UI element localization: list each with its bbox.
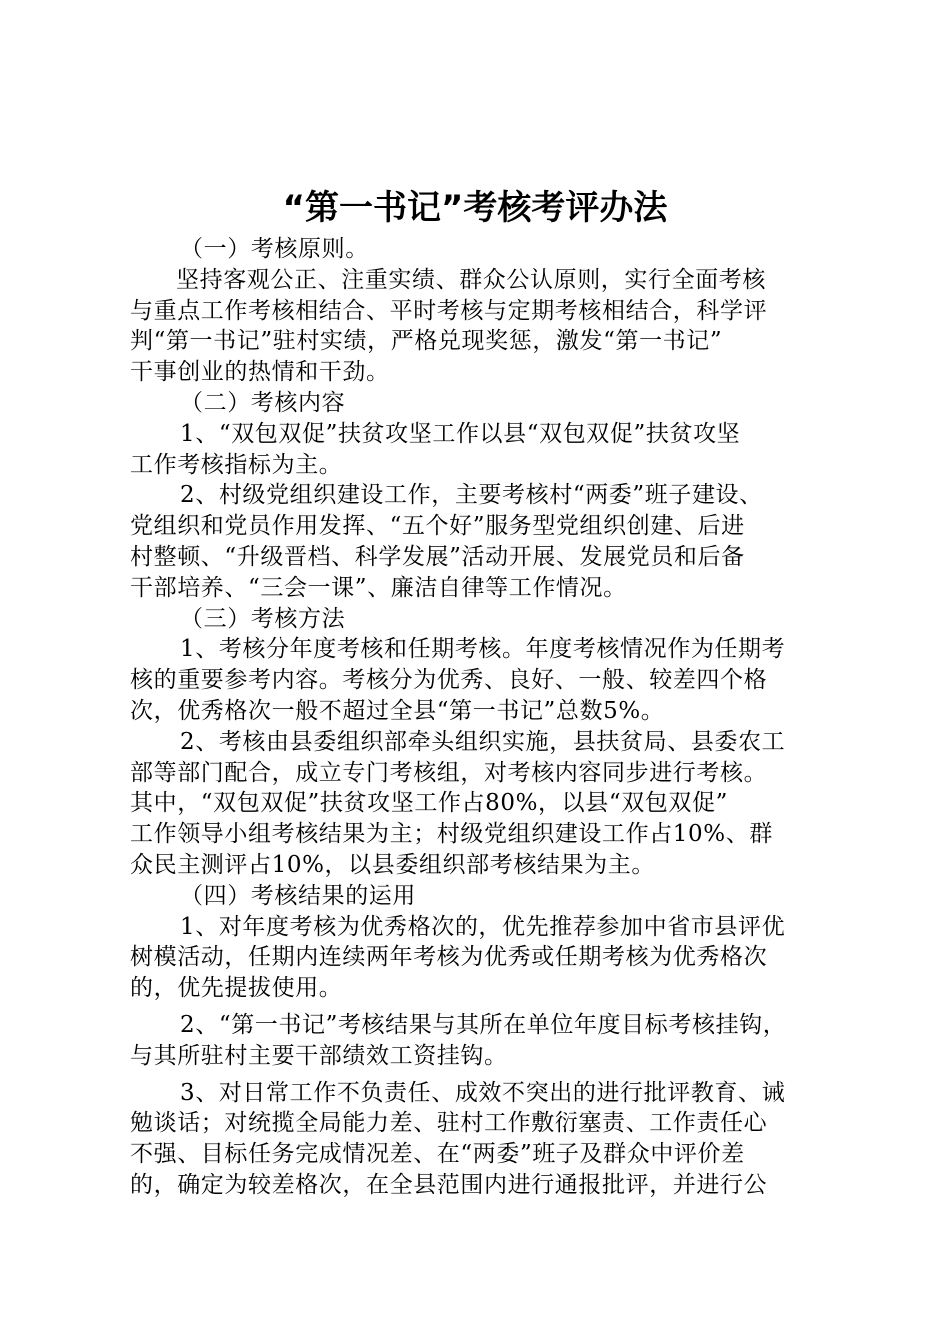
section-heading: （四）考核结果的运用: [180, 882, 416, 909]
paragraph-line: 1、考核分年度考核和任期考核。年度考核情况作为任期考: [180, 636, 786, 663]
paragraph-line: 其中，“双包双促”扶贫攻坚工作占80%，以县“双包双促”: [130, 790, 728, 817]
paragraph-line: 次，优秀格次一般不超过全县“第一书记”总数5%。: [130, 697, 665, 724]
section-heading: （三）考核方法: [180, 605, 346, 632]
paragraph-line: 3、对日常工作不负责任、成效不突出的进行批评教育、诫: [180, 1079, 786, 1106]
document-body: [130, 234, 840, 1201]
paragraph-line: 干部培养、“三会一课”、廉洁自律等工作情况。: [130, 574, 627, 601]
paragraph-line: 1、“双包双促”扶贫攻坚工作以县“双包双促”扶贫攻坚: [180, 420, 741, 447]
paragraph-line: 树模活动，任期内连续两年考核为优秀或任期考核为优秀格次: [130, 944, 768, 971]
paragraph-line: 工作领导小组考核结果为主；村级党组织建设工作占10%、群: [130, 821, 773, 848]
paragraph-line: 干事创业的热情和干劲。: [130, 359, 390, 386]
paragraph-line: 众民主测评占10%，以县委组织部考核结果为主。: [130, 851, 655, 878]
section-heading: （一）考核原则。: [180, 236, 369, 262]
section-heading: （二）考核内容: [180, 389, 346, 416]
paragraph-line: 坚持客观公正、注重实绩、群众公认原则，实行全面考核: [176, 266, 766, 293]
paragraph-line: 2、考核由县委组织部牵头组织实施，县扶贫局、县委农工: [180, 728, 786, 755]
paragraph-line: 工作考核指标为主。: [130, 451, 343, 478]
paragraph-line: 的，确定为较差格次，在全县范围内进行通报批评，并进行公: [130, 1171, 768, 1198]
paragraph-line: 部等部门配合，成立专门考核组，对考核内容同步进行考核。: [130, 759, 768, 786]
paragraph-line: 与其所驻村主要干部绩效工资挂钩。: [130, 1042, 508, 1069]
paragraph-line: 与重点工作考核相结合、平时考核与定期考核相结合，科学评: [130, 297, 768, 324]
document-title: “第一书记”考核考评办法: [282, 188, 668, 228]
paragraph-line: 党组织和党员作用发挥、“五个好”服务型党组织创建、后进: [130, 513, 745, 540]
paragraph-line: 核的重要参考内容。考核分为优秀、良好、一般、较差四个格: [130, 667, 768, 694]
paragraph-line: 1、对年度考核为优秀格次的，优先推荐参加中省市县评优: [180, 913, 786, 940]
paragraph-line: 的，优先提拔使用。: [130, 975, 343, 1002]
paragraph-line: 判“第一书记”驻村实绩，严格兑现奖惩，激发“第一书记”: [130, 328, 723, 355]
paragraph-line: 2、村级党组织建设工作，主要考核村“两委”班子建设、: [180, 482, 763, 509]
paragraph-line: 不强、目标任务完成情况差、在“两委”班子及群众中评价差: [130, 1141, 745, 1168]
paragraph-line: 村整顿、“升级晋档、科学发展”活动开展、发展党员和后备: [130, 543, 745, 570]
paragraph-line: 勉谈话；对统揽全局能力差、驻村工作敷衍塞责、工作责任心: [130, 1110, 768, 1137]
paragraph-line: 2、“第一书记”考核结果与其所在单位年度目标考核挂钩，: [180, 1011, 787, 1038]
